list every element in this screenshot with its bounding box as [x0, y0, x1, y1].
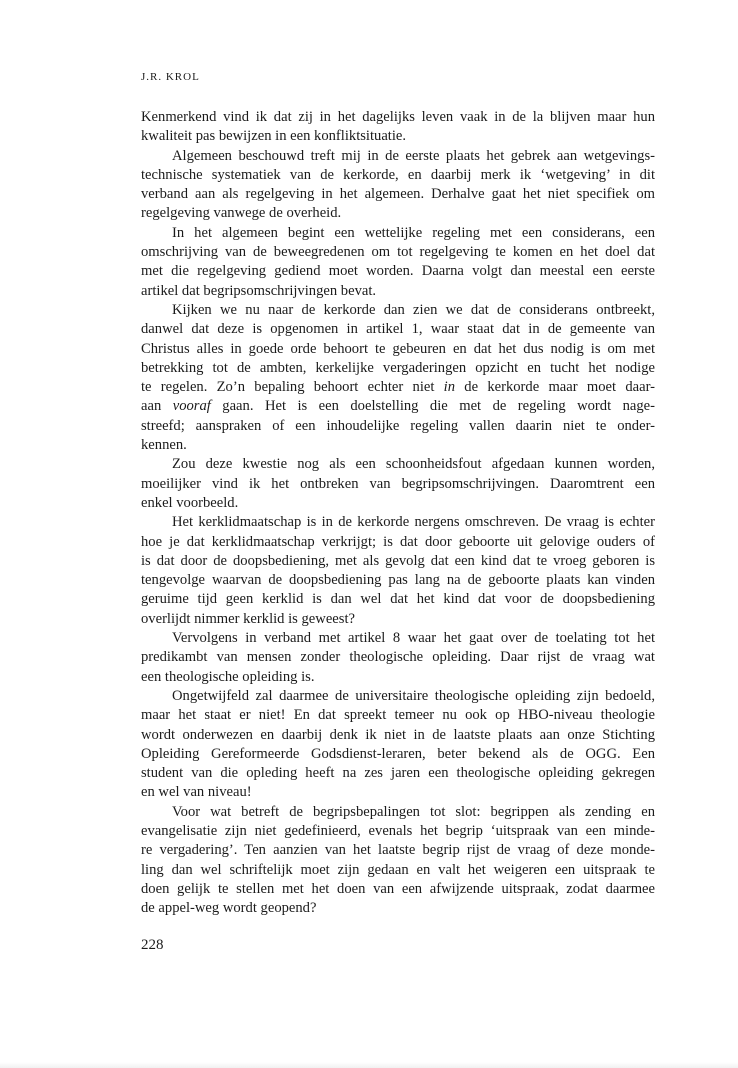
text-line: omschrijving van de beweegredenen om tot regelgeving te komen en het doel dat: [141, 244, 655, 261]
text-line: kennen.: [141, 437, 187, 454]
body-text: [141, 108, 655, 918]
text-line: kwaliteit pas bewijzen in een konfliktsituatie.: [141, 128, 407, 145]
text-line: Voor wat betreft de begripsbepalingen tot slot: begrippen als zending en: [172, 803, 655, 820]
text-line: re vergadering’. Ten aanzien van het laatste begrip rijst de vraag of deze monde-: [141, 842, 655, 859]
text-line: en wel van niveau!: [141, 784, 252, 801]
text-line: streefd; aanspraken of een inhoudelijke regeling vallen daarin niet te onder-: [141, 417, 655, 434]
text-line: Zou deze kwestie nog als een schoonheidsfout afgedaan kunnen worden,: [172, 456, 655, 473]
text-line: Christus alles in goede orde behoort te gebeuren en dat het dus nodig is om met: [141, 340, 655, 357]
text-line: geruime tijd geen kerklid is dan wel dat het kind dat voor de doopsbediening: [141, 591, 655, 608]
text-line: overlijdt nimmer kerklid is geweest?: [141, 610, 355, 627]
text-line: danwel dat deze is opgenomen in artikel 1, waar staat dat in de gemeente van: [141, 321, 655, 338]
running-head: J.R. KROL: [141, 71, 200, 83]
text-line: met die regelgeving gediend moet worden. Daarna volgt dan meestal een eerste: [141, 263, 655, 280]
text-line: te regelen. Zo’n bepaling behoort echter niet in de kerkorde maar moet daar-: [141, 379, 655, 396]
text-line: moeilijker vind ik het ontbreken van begripsomschrijvingen. Daaromtrent een: [141, 475, 655, 492]
text-line: Kenmerkend vind ik dat zij in het dagelijks leven vaak in de la blijven maar hun: [141, 109, 655, 125]
text-line: verband aan als regelgeving in het algemeen. Derhalve gaat het niet specifiek om: [141, 186, 655, 203]
text-line: enkel voorbeeld.: [141, 494, 239, 511]
text-line: Vervolgens in verband met artikel 8 waar het gaat over de toelating tot het: [172, 630, 655, 647]
text-line: regelgeving vanwege de overheid.: [141, 205, 342, 222]
text-line: hoe je dat kerklidmaatschap verkrijgt; is dat door geboorte uit gelovige ouders of: [141, 533, 655, 550]
text-line: aan vooraf gaan. Het is een doelstelling die met de regeling wordt nage-: [141, 398, 655, 415]
text-line: maar het staat er niet! En dat spreekt temeer nu ook op HBO-niveau theologie: [141, 707, 655, 724]
text-line: Algemeen beschouwd treft mij in de eerste plaats het gebrek aan wetgevings-: [172, 147, 655, 164]
text-line: tengevolge waarvan de doopsbediening pas lang na de geboorte plaats kan vinden: [141, 572, 655, 589]
text-line: de appel-weg wordt geopend?: [141, 900, 317, 917]
text-line: Opleiding Gereformeerde Godsdienst-leraren, beter bekend als de OGG. Een: [141, 745, 655, 762]
text-line: is dat door de doopsbediening, met als gevolg dat een kind dat te vroeg geboren is: [141, 552, 655, 569]
text-line: In het algemeen begint een wettelijke regeling met een considerans, een: [172, 224, 655, 241]
scan-edge: [0, 1062, 738, 1068]
text-line: evangelisatie zijn niet gedefinieerd, evenals het begrip ‘uitspraak van een minde-: [141, 822, 655, 839]
text-line: doen gelijk te stellen met het doen van een afwijzende uitspraak, zodat daarmee: [141, 880, 655, 897]
text-line: Het kerklidmaatschap is in de kerkorde nergens omschreven. De vraag is echter: [172, 514, 655, 531]
text-line: ling dan wel schriftelijk moet zijn gedaan en valt het weigeren een uitspraak te: [141, 861, 655, 878]
text-line: Kijken we nu naar de kerkorde dan zien we dat de considerans ontbreekt,: [172, 301, 655, 318]
text-line: technische systematiek van de kerkorde, en daarbij merk ik ‘wetgeving’ in dit: [141, 166, 655, 183]
text-line: student van die opleding heeft na zes jaren een theologische opleiding gekregen: [141, 765, 655, 782]
text-line: predikambt van mensen zonder theologische opleiding. Daar rijst de vraag wat: [141, 649, 655, 666]
text-line: betrekking tot de ambten, kerkelijke vergaderingen opzicht en tucht het nodige: [141, 359, 655, 376]
text-line: artikel dat begripsomschrijvingen bevat.: [141, 282, 377, 299]
text-line: Ongetwijfeld zal daarmee de universitaire theologische opleiding zijn bedoeld,: [172, 687, 655, 704]
page-number: 228: [141, 937, 164, 953]
text-line: wordt onderwezen en daarbij denk ik niet in de laatste plaats aan onze Stichting: [141, 726, 655, 743]
text-line: een theologische opleiding is.: [141, 668, 315, 685]
